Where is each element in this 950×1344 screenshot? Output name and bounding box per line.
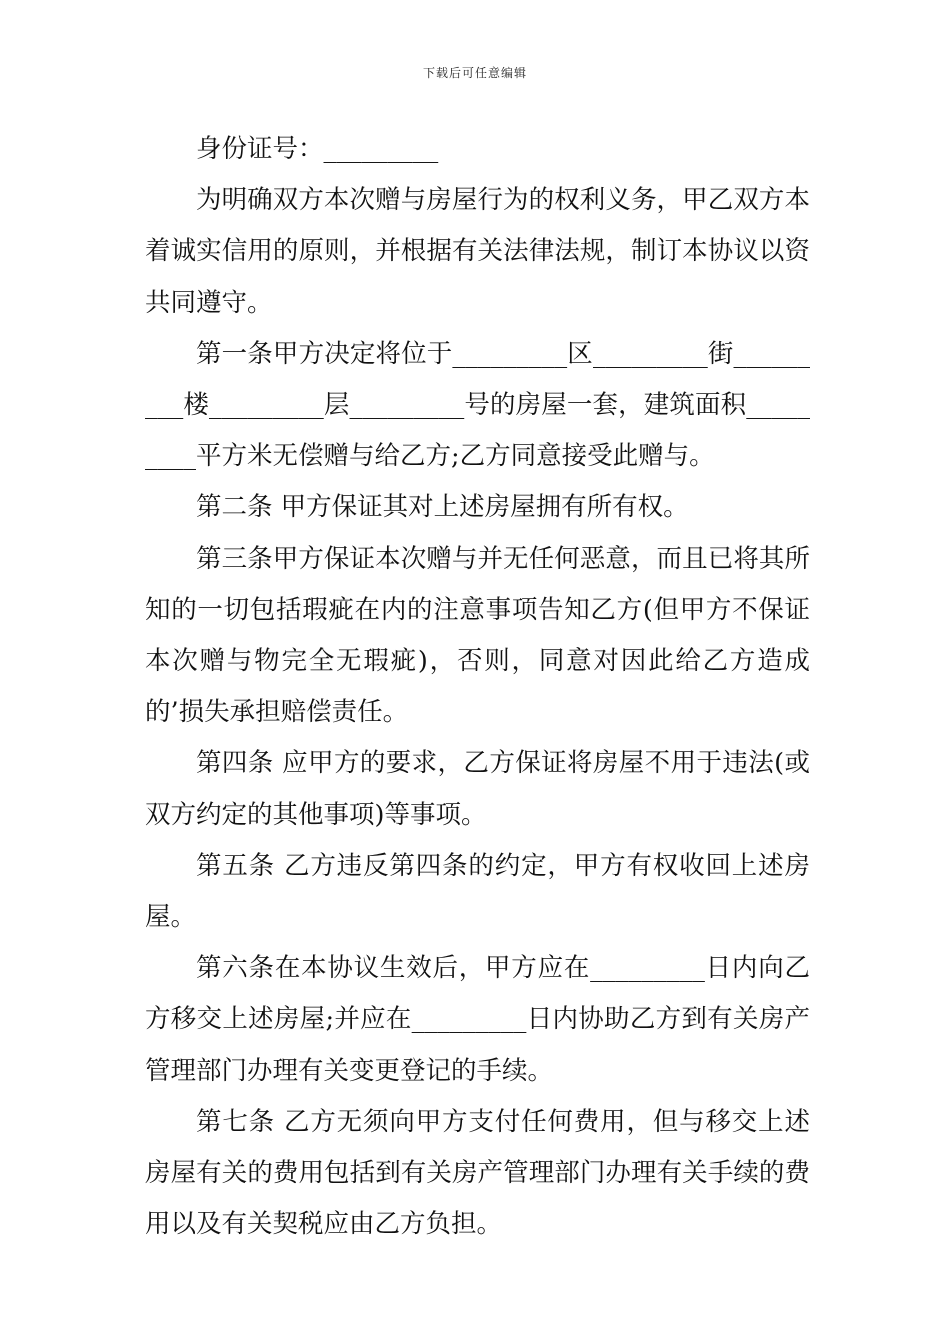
article-3-paragraph: 第三条甲方保证本次赠与并无任何恶意，而且已将其所知的一切包括瑕疵在内的注意事项告知乙方(但甲方不保证本次赠与物完全无瑕疵)，否则，同意对因此给乙方造成的’损失承担赔偿责任。 <box>145 543 810 728</box>
article-2-paragraph: 第二条 甲方保证其对上述房屋拥有所有权。 <box>196 492 689 523</box>
preamble-paragraph: 为明确双方本次赠与房屋行为的权利义务，甲乙双方本着诚实信用的原则，并根据有关法律法规，制订本协议以资共同遵守。 <box>145 185 810 318</box>
article-6-paragraph: 第六条在本协议生效后，甲方应在_________日内向乙方移交上述房屋;并应在_________日内协助乙方到有关房产管理部门办理有关变更登记的手续。 <box>145 953 810 1086</box>
id-number-line: 身份证号：_________ <box>196 134 439 164</box>
document-body <box>145 124 810 1250</box>
article-1-paragraph: 第一条甲方决定将位于_________区_________街_________楼_________层_________号的房屋一套，建筑面积_________平方米无偿赠与给乙方;乙方同意接受此赠与。 <box>145 338 810 472</box>
page-header: 下载后可任意编辑 <box>422 66 527 80</box>
article-7-paragraph: 第七条 乙方无须向甲方支付任何费用，但与移交上述房屋有关的费用包括到有关房产管理部门办理有关手续的费用以及有关契税应由乙方负担。 <box>145 1106 810 1240</box>
article-5-paragraph: 第五条 乙方违反第四条的约定，甲方有权收回上述房屋。 <box>145 850 810 933</box>
article-4-paragraph: 第四条 应甲方的要求，乙方保证将房屋不用于违法(或双方约定的其他事项)等事项。 <box>145 748 810 830</box>
